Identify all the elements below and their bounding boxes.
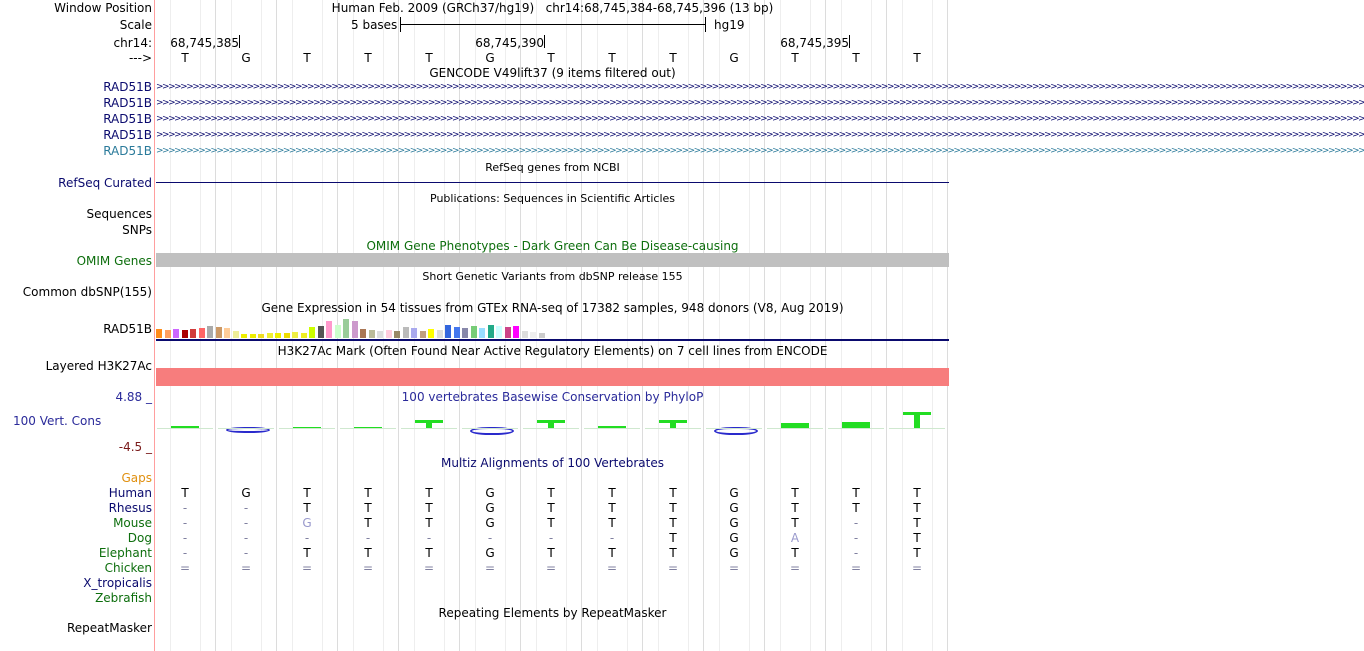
multiz-aligned-base: T [364, 516, 372, 530]
multiz-aligned-base: T [608, 546, 616, 560]
multiz-aligned-base: T [852, 486, 860, 500]
gtex-tissue-bar[interactable] [207, 326, 213, 338]
multiz-aligned-base: - [243, 531, 249, 545]
gaps-label[interactable]: Gaps [121, 471, 152, 485]
multiz-aligned-base: = [362, 561, 374, 575]
multiz-aligned-base: T [425, 516, 433, 530]
gtex-tissue-bar[interactable] [250, 334, 256, 338]
multiz-aligned-base: - [853, 531, 859, 545]
phylop-baseline [218, 428, 274, 429]
gtex-tissue-bar[interactable] [471, 326, 477, 338]
multiz-aligned-base: T [791, 501, 799, 515]
multiz-aligned-base: G [485, 516, 495, 530]
multiz-aligned-base: T [608, 486, 616, 500]
multiz-aligned-base: - [609, 531, 615, 545]
gtex-track-label[interactable]: RAD51B [103, 322, 152, 336]
gtex-tissue-bar[interactable] [496, 326, 502, 338]
gencode-gene-label[interactable]: RAD51B [103, 128, 152, 142]
gtex-tissue-bar[interactable] [224, 328, 230, 338]
multiz-species-label[interactable]: Rhesus [108, 501, 152, 515]
multiz-aligned-base: - [853, 516, 859, 530]
dna-base: T [852, 51, 860, 65]
dna-base: T [425, 51, 433, 65]
gtex-tissue-bar[interactable] [445, 325, 451, 338]
phylop-baseline [645, 428, 701, 429]
ruler-coordinate: 68,745,395 [780, 36, 849, 50]
gtex-tissue-bar[interactable] [479, 328, 485, 338]
phylop-baseline [340, 428, 396, 429]
phylop-max-label: 4.88 _ [115, 390, 152, 404]
gencode-gene-arrows[interactable]: >>>>>>>>>>>>>>>>>>>>>>>>>>>>>>>>>>>>>>>>>>>>>>>>>>>>>>>>>>>>>>>>>>>>>>>>>>>>>>>>>>>>>>>>>>>>>>>>>>>>>>>>>>>>>>>>>>>>>>>>>>>>>>>>>>>>>>>>>>>>>>>>>>>>>>>>>>>>>>>>>>>>>>>>>>>>>>>>>>>>>>>>>>>>>>>>>>>>>>>> [156, 114, 1364, 124]
multiz-aligned-base: T [913, 516, 921, 530]
phylop-positive-glyph-stem[interactable] [426, 420, 432, 428]
gtex-tissue-bar[interactable] [539, 333, 545, 338]
multiz-species-label[interactable]: Zebrafish [95, 591, 152, 605]
gencode-gene-label[interactable]: RAD51B [103, 80, 152, 94]
gtex-tissue-bar[interactable] [258, 334, 264, 338]
multiz-aligned-base: G [729, 546, 739, 560]
refseq-gene-line[interactable] [156, 182, 949, 183]
chrom-label: chr14: [113, 36, 152, 50]
phylop-baseline [584, 428, 640, 429]
dna-base: G [241, 51, 251, 65]
ruler-tick [849, 35, 850, 48]
multiz-aligned-base: T [669, 546, 677, 560]
phylop-track-label[interactable]: 100 Vert. Cons [13, 414, 102, 428]
phylop-baseline [157, 428, 213, 429]
multiz-aligned-base: = [850, 561, 862, 575]
multiz-aligned-base: = [423, 561, 435, 575]
scale-db: hg19 [714, 18, 745, 32]
gtex-tissue-bar[interactable] [173, 329, 179, 338]
phylop-baseline [767, 428, 823, 429]
window-position-value: Human Feb. 2009 (GRCh37/hg19) chr14:68,745,384-68,745,396 (13 bp) [331, 1, 774, 15]
multiz-aligned-base: G [302, 516, 312, 530]
gtex-tissue-bar[interactable] [513, 326, 519, 338]
phylop-baseline [828, 428, 884, 429]
multiz-aligned-base: T [669, 516, 677, 530]
refseq-track-label[interactable]: RefSeq Curated [58, 176, 152, 190]
phylop-baseline [401, 428, 457, 429]
multiz-aligned-base: - [365, 531, 371, 545]
multiz-aligned-base: - [243, 501, 249, 515]
gtex-tissue-bar[interactable] [522, 331, 528, 338]
multiz-aligned-base: - [243, 516, 249, 530]
dna-base: T [608, 51, 616, 65]
gtex-tissue-bar[interactable] [241, 334, 247, 338]
gtex-tissue-bar[interactable] [369, 330, 375, 338]
multiz-aligned-base: G [729, 486, 739, 500]
repeatmasker-track-label[interactable]: RepeatMasker [66, 621, 152, 635]
ruler-tick [239, 35, 240, 48]
multiz-aligned-base: = [789, 561, 801, 575]
gtex-tissue-bar[interactable] [360, 329, 366, 338]
multiz-aligned-base: T [913, 531, 921, 545]
multiz-aligned-base: - [182, 516, 188, 530]
gtex-tissue-bar[interactable] [233, 331, 239, 338]
dna-base: T [303, 51, 311, 65]
multiz-aligned-base: T [303, 501, 311, 515]
multiz-species-label[interactable]: Mouse [113, 516, 152, 530]
multiz-aligned-base: T [791, 516, 799, 530]
gencode-track-title: GENCODE V49lift37 (9 items filtered out) [429, 66, 676, 80]
phylop-baseline [706, 428, 762, 429]
gtex-tissue-bar[interactable] [309, 327, 315, 338]
scale-label: Scale [119, 18, 152, 32]
multiz-aligned-base: - [182, 501, 188, 515]
multiz-aligned-base: - [548, 531, 554, 545]
scale-value: 5 bases [351, 18, 398, 32]
dna-base: G [485, 51, 495, 65]
multiz-aligned-base: - [487, 531, 493, 545]
gtex-tissue-bar[interactable] [216, 327, 222, 338]
multiz-aligned-base: - [182, 531, 188, 545]
multiz-aligned-base: T [547, 501, 555, 515]
multiz-aligned-base: T [181, 486, 189, 500]
multiz-species-label[interactable]: Chicken [104, 561, 152, 575]
gencode-gene-label[interactable]: RAD51B [103, 144, 152, 158]
multiz-aligned-base: T [547, 486, 555, 500]
phylop-min-label: -4.5 _ [118, 440, 152, 454]
gtex-tissue-bar[interactable] [428, 329, 434, 338]
multiz-aligned-base: = [728, 561, 740, 575]
gtex-tissue-bar[interactable] [275, 333, 281, 338]
ruler-tick [544, 35, 545, 48]
dna-base: T [547, 51, 555, 65]
gtex-tissue-bar[interactable] [454, 327, 460, 338]
refseq-track-title: RefSeq genes from NCBI [485, 161, 620, 174]
multiz-aligned-base: = [484, 561, 496, 575]
multiz-aligned-base: T [913, 546, 921, 560]
multiz-aligned-base: T [608, 501, 616, 515]
multiz-aligned-base: T [364, 486, 372, 500]
multiz-aligned-base: T [303, 486, 311, 500]
dna-base: T [181, 51, 189, 65]
multiz-aligned-base: - [243, 546, 249, 560]
gtex-tissue-bar[interactable] [411, 328, 417, 338]
multiz-aligned-base: T [547, 546, 555, 560]
multiz-aligned-base: T [364, 546, 372, 560]
multiz-aligned-base: = [545, 561, 557, 575]
multiz-species-label[interactable]: Human [108, 486, 152, 500]
dbsnp-track-label[interactable]: Common dbSNP(155) [22, 285, 152, 299]
gtex-tissue-bar[interactable] [326, 321, 332, 338]
gtex-tissue-bar[interactable] [156, 329, 162, 338]
multiz-aligned-base: T [303, 546, 311, 560]
multiz-aligned-base: - [182, 546, 188, 560]
gencode-gene-arrows[interactable]: >>>>>>>>>>>>>>>>>>>>>>>>>>>>>>>>>>>>>>>>>>>>>>>>>>>>>>>>>>>>>>>>>>>>>>>>>>>>>>>>>>>>>>>>>>>>>>>>>>>>>>>>>>>>>>>>>>>>>>>>>>>>>>>>>>>>>>>>>>>>>>>>>>>>>>>>>>>>>>>>>>>>>>>>>>>>>>>>>>>>>>>>>>>>>>>>>>>>>>>> [156, 82, 1364, 92]
gtex-track-title: Gene Expression in 54 tissues from GTEx RNA-seq of 17382 samples, 948 donors (V8, Aug 2019) [261, 301, 844, 315]
h3k27ac-track-title: H3K27Ac Mark (Often Found Near Active Regulatory Elements) on 7 cell lines from ENCODE [277, 344, 828, 358]
dbsnp-track-title: Short Genetic Variants from dbSNP release 155 [422, 270, 683, 283]
multiz-aligned-base: T [425, 486, 433, 500]
h3k27ac-signal-bar[interactable] [156, 368, 949, 386]
gtex-tissue-bar[interactable] [267, 333, 273, 338]
multiz-aligned-base: - [853, 546, 859, 560]
multiz-aligned-base: T [669, 486, 677, 500]
multiz-aligned-base: G [485, 486, 495, 500]
multiz-species-label[interactable]: X_tropicalis [83, 576, 152, 590]
multiz-aligned-base: A [790, 531, 800, 545]
gencode-gene-label[interactable]: RAD51B [103, 112, 152, 126]
multiz-aligned-base: T [791, 486, 799, 500]
ruler-coordinate: 68,745,390 [475, 36, 544, 50]
multiz-aligned-base: T [669, 531, 677, 545]
phylop-baseline [462, 428, 518, 429]
gtex-tissue-bar[interactable] [437, 330, 443, 338]
multiz-aligned-base: T [913, 486, 921, 500]
multiz-aligned-base: G [729, 516, 739, 530]
multiz-aligned-base: T [913, 501, 921, 515]
multiz-aligned-base: = [911, 561, 923, 575]
dna-base: G [729, 51, 739, 65]
gtex-tissue-bar[interactable] [386, 330, 392, 338]
gtex-tissue-bar[interactable] [530, 332, 536, 338]
multiz-aligned-base: G [729, 531, 739, 545]
multiz-aligned-base: = [606, 561, 618, 575]
multiz-aligned-base: T [608, 516, 616, 530]
gtex-tissue-bar[interactable] [343, 319, 349, 338]
gtex-tissue-bar[interactable] [284, 333, 290, 338]
multiz-aligned-base: = [240, 561, 252, 575]
publications-track-title: Publications: Sequences in Scientific Articles [430, 192, 675, 205]
gtex-tissue-bar[interactable] [165, 330, 171, 338]
gencode-gene-label[interactable]: RAD51B [103, 96, 152, 110]
multiz-aligned-base: T [547, 516, 555, 530]
phylop-baseline [523, 428, 579, 429]
gtex-tissue-bar[interactable] [182, 330, 188, 338]
multiz-aligned-base: T [852, 501, 860, 515]
multiz-aligned-base: T [425, 501, 433, 515]
gencode-gene-arrows[interactable]: >>>>>>>>>>>>>>>>>>>>>>>>>>>>>>>>>>>>>>>>>>>>>>>>>>>>>>>>>>>>>>>>>>>>>>>>>>>>>>>>>>>>>>>>>>>>>>>>>>>>>>>>>>>>>>>>>>>>>>>>>>>>>>>>>>>>>>>>>>>>>>>>>>>>>>>>>>>>>>>>>>>>>>>>>>>>>>>>>>>>>>>>>>>>>>>>>>>>>>>> [156, 146, 1364, 156]
gtex-tissue-bar[interactable] [462, 328, 468, 338]
h3k27ac-track-label[interactable]: Layered H3K27Ac [45, 359, 152, 373]
window-position-label: Window Position [54, 1, 152, 15]
multiz-aligned-base: G [729, 501, 739, 515]
gtex-tissue-bar[interactable] [352, 321, 358, 338]
dna-base: T [669, 51, 677, 65]
gencode-gene-arrows[interactable]: >>>>>>>>>>>>>>>>>>>>>>>>>>>>>>>>>>>>>>>>>>>>>>>>>>>>>>>>>>>>>>>>>>>>>>>>>>>>>>>>>>>>>>>>>>>>>>>>>>>>>>>>>>>>>>>>>>>>>>>>>>>>>>>>>>>>>>>>>>>>>>>>>>>>>>>>>>>>>>>>>>>>>>>>>>>>>>>>>>>>>>>>>>>>>>>>>>>>>>>> [156, 98, 1364, 108]
phylop-track-title: 100 vertebrates Basewise Conservation by PhyloP [401, 390, 704, 404]
multiz-aligned-base: = [301, 561, 313, 575]
gtex-tissue-bar[interactable] [292, 332, 298, 338]
omim-gene-bar[interactable] [156, 253, 949, 267]
label-area-divider [154, 0, 155, 651]
phylop-positive-glyph-stem[interactable] [914, 412, 920, 428]
multiz-aligned-base: G [485, 501, 495, 515]
strand-label: ---> [128, 51, 152, 65]
publications-track-label[interactable]: Sequences [86, 207, 152, 221]
dna-base: T [364, 51, 372, 65]
gtex-tissue-bar[interactable] [488, 325, 494, 338]
multiz-aligned-base: T [364, 501, 372, 515]
multiz-aligned-base: - [304, 531, 310, 545]
gtex-tissue-bar[interactable] [403, 327, 409, 338]
multiz-aligned-base: - [426, 531, 432, 545]
gtex-tissue-bar[interactable] [301, 333, 307, 338]
multiz-aligned-base: G [485, 546, 495, 560]
dna-base: T [791, 51, 799, 65]
phylop-baseline [279, 428, 335, 429]
ruler-coordinate: 68,745,385 [170, 36, 239, 50]
gtex-gene-line [156, 339, 949, 341]
multiz-track-title: Multiz Alignments of 100 Vertebrates [440, 456, 665, 470]
multiz-aligned-base: G [241, 486, 251, 500]
gtex-tissue-bar[interactable] [394, 331, 400, 338]
omim-track-label[interactable]: OMIM Genes [76, 254, 152, 268]
multiz-aligned-base: T [791, 546, 799, 560]
multiz-aligned-base: = [667, 561, 679, 575]
gtex-tissue-bar[interactable] [190, 329, 196, 338]
repeatmasker-track-title: Repeating Elements by RepeatMasker [438, 606, 667, 620]
phylop-positive-glyph-stem[interactable] [548, 420, 554, 428]
gtex-tissue-bar[interactable] [377, 331, 383, 338]
gtex-tissue-bar[interactable] [335, 325, 341, 338]
multiz-aligned-base: T [669, 501, 677, 515]
snps-track-label[interactable]: SNPs [122, 223, 152, 237]
phylop-baseline [889, 428, 945, 429]
omim-track-title: OMIM Gene Phenotypes - Dark Green Can Be Disease-causing [366, 239, 739, 253]
gtex-tissue-bar[interactable] [505, 327, 511, 338]
gencode-gene-arrows[interactable]: >>>>>>>>>>>>>>>>>>>>>>>>>>>>>>>>>>>>>>>>>>>>>>>>>>>>>>>>>>>>>>>>>>>>>>>>>>>>>>>>>>>>>>>>>>>>>>>>>>>>>>>>>>>>>>>>>>>>>>>>>>>>>>>>>>>>>>>>>>>>>>>>>>>>>>>>>>>>>>>>>>>>>>>>>>>>>>>>>>>>>>>>>>>>>>>>>>>>>>>> [156, 130, 1364, 140]
multiz-species-label[interactable]: Elephant [98, 546, 152, 560]
gtex-tissue-bar[interactable] [318, 326, 324, 338]
multiz-aligned-base: T [425, 546, 433, 560]
gtex-tissue-bar[interactable] [420, 331, 426, 338]
gtex-tissue-bar[interactable] [199, 328, 205, 338]
dna-base: T [913, 51, 921, 65]
multiz-species-label[interactable]: Dog [127, 531, 152, 545]
phylop-positive-glyph-stem[interactable] [670, 420, 676, 428]
multiz-aligned-base: = [179, 561, 191, 575]
